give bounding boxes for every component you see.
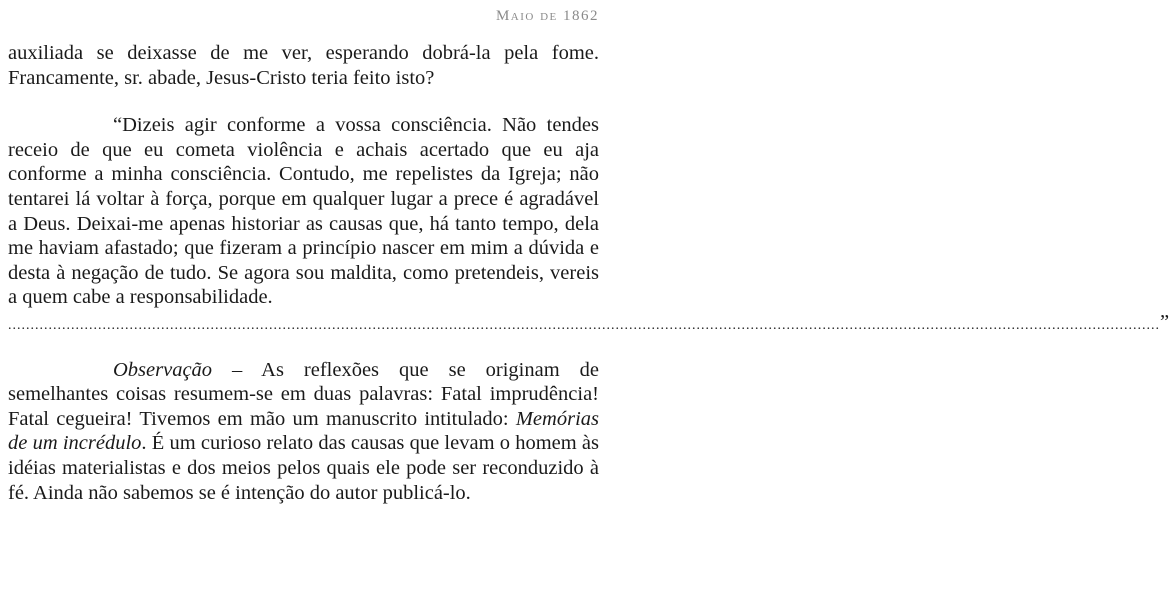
ellipsis-line xyxy=(8,310,1169,335)
body-text xyxy=(8,41,1169,505)
paragraph-letter-end: auxiliada se deixasse de me ver, esperando dobrá-la pela fome. Francamente, sr. abade, Jesus-Cristo teria feito isto? xyxy=(8,42,599,89)
paragraph-observation xyxy=(8,358,599,506)
paragraph-letter-quote xyxy=(8,113,599,310)
letter-quote-text: “Dizeis agir conforme a vossa consciência. Não tendes receio de que eu cometa violência e achais acertado que eu aja conforme a minha consciência. Contudo, me repelistes da Igreja; não tentarei lá voltar à força, porque em qualquer lugar a prece é agradável a Deus. Deixai-me apenas historiar as causas que, há tanto tempo, dela me haviam afastado; que fizeram a princípio nascer em mim a dúvida e desta à negação de tudo. Se agora sou maldita, como pretendeis, vereis a quem cabe a responsabilidade. xyxy=(8,114,599,309)
book-title: Memórias de um incrédulo xyxy=(8,407,599,455)
paragraph-gap xyxy=(8,90,599,113)
observation-label: Observação xyxy=(113,358,213,381)
running-head: Maio de 1862 xyxy=(495,8,599,24)
paragraph-gap xyxy=(8,335,599,358)
observation-text-a: – As reflexões que se originam de semelhantes coisas resumem-se em duas palavras: Fatal imprudência! Fatal cegueira! Tivemos em mão um manuscrito intitulado: xyxy=(8,358,599,430)
book-page xyxy=(8,0,1169,596)
closing-quote-mark: ” xyxy=(1160,310,1169,333)
ellipsis-dots: ................................................................................................................................................................................................................................................................ xyxy=(8,317,1160,333)
observation-text-b: . É um curioso relato das causas que levam o homem às idéias materialistas e dos meios pelos quais ele pode ser reconduzido à fé. Ainda não sabemos se é intenção do autor publicá-lo. xyxy=(8,432,599,504)
